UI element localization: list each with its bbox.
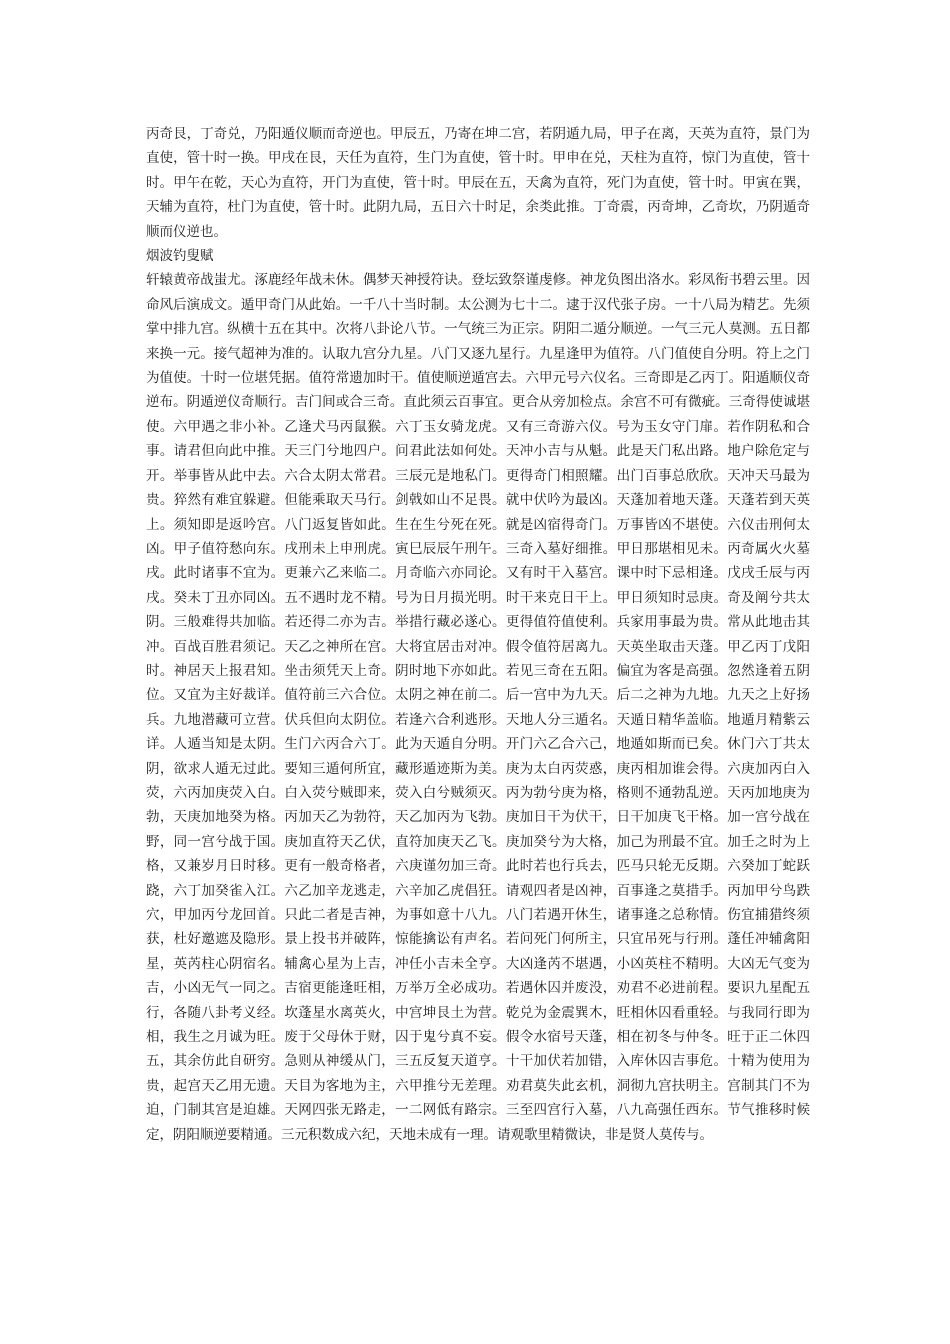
body-paragraph: 轩辕黄帝战蚩尤。涿鹿经年战未休。偶梦天神授符诀。登坛致祭谨虔修。神龙负图出洛水。彩凤衔书碧云里。因命风后演成文。遁甲奇门从此始。一千八十当时制。太公测为七十二。逮于汉代张子房。一十八局为精艺。先须掌中排九宫。纵横十五在其中。次将八卦论八节。一气统三为正宗。阴阳二遁分顺逆。一气三元人莫测。五日都来换一元。接气超神为准的。认取九宫分九星。八门又逐九星行。九星逢甲为值符。八门值使自分明。符上之门为值使。十时一位堪凭据。值符常遗加时干。值使顺逆遁宫去。六甲元号六仪名。三奇即是乙丙丁。阳遁顺仪奇逆布。阴遁逆仪奇顺行。吉门间或合三奇。直此须云百事宜。更合从旁加检点。余宫不可有微疵。三奇得使诚堪使。六甲遇之非小补。乙逢犬马丙鼠猴。六丁玉女骑龙虎。又有三奇游六仪。号为玉女守门扉。若作阴私和合事。请君但向此中推。天三门兮地四户。问君此法如何处。天冲小吉与从魁。此是天门私出路。地户除危定与开。举事皆从此中去。六合太阴太常君。三辰元是地私门。更得奇门相照耀。出门百事总欣欣。天冲天马最为贵。猝然有难宜躲避。但能乘取天马行。剑戟如山不足畏。就中伏吟为最凶。天蓬加着地天蓬。天蓬若到天英上。须知即是返吟宫。八门返复皆如此。生在生兮死在死。就是凶宿得奇门。万事皆凶不堪使。六仪击刑何太凶。甲子值符愁向东。戌刑未上申刑虎。寅巳辰辰午刑午。三奇入墓好细推。甲日那堪相见未。丙奇属火火墓戌。此时诸事不宜为。更兼六乙来临二。月奇临六亦同论。又有时干入墓宫。课中时下忌相逢。戊戌壬辰与丙戌。癸未丁丑亦同凶。五不遇时龙不精。号为日月损光明。时干来克日干上。甲日须知时忌庚。奇及阐兮共太阴。三般难得共加临。若还得二亦为吉。举措行藏必遂心。更得值符值使利。兵家用事最为贵。常从此地击其冲。百战百胜君须记。天乙之神所在宫。大将宜居击对冲。假令值符居离九。天英坐取击天蓬。甲乙丙丁戊阳时。神居天上报君知。坐击须凭天上奇。阴时地下亦如此。若见三奇在五阳。偏宜为客是高强。忽然逢着五阴位。又宜为主好裁详。值符前三六合位。太阴之神在前二。后一宫中为九天。后二之神为九地。九天之上好扬兵。九地潜藏可立营。伏兵但向太阴位。若逢六合利逃形。天地人分三遁名。天遁日精华盖临。地遁月精紫云详。人遁当知是太阴。生门六丙合六丁。此为天遁自分明。开门六乙合六己，地遁如斯而已矣。休门六丁共太阴，欲求人遁无过此。要知三遁何所宜，藏形遁迹斯为美。庚为太白丙荧惑，庚丙相加谁会得。六庚加丙白入荧，六丙加庚荧入白。白入荧兮贼即来，荧入白兮贼须灭。丙为勃兮庚为格，格则不通勃乱逆。天丙加地庚为勃，天庚加地癸为格。丙加天乙为勃符，天乙加丙为飞勃。庚加日干为伏干，日干加庚飞干格。加一宫兮战在野，同一宫兮战于国。庚加直符天乙伏，直符加庚天乙飞。庚加癸兮为大格，加己为刑最不宜。加壬之时为上格，又兼岁月日时移。更有一般奇格者，六庚谨勿加三奇。此时若也行兵去，匹马只轮无反期。六癸加丁蛇跃跷，六丁加癸雀入江。六乙加辛龙逃走，六辛加乙虎倡狂。请观四者是凶神，百事逢之莫措手。丙加甲兮鸟跌穴，甲加丙兮龙回首。只此二者是吉神，为事如意十八九。八门若遇开休生，诸事逢之总称情。伤宜捕猎终须获，杜好邀遮及隐形。景上投书并破阵，惊能擒讼有声名。若问死门何所主，只宜吊死与行刑。蓬任冲辅禽阳星，英芮柱心阴宿名。辅禽心星为上吉，冲任小吉未全亨。大凶逢芮不堪遇，小凶英柱不精明。大凶无气变为吉，小凶无气一同之。吉宿更能逢旺相，万举万全必成功。若遇休囚并废没，劝君不必进前程。要识九星配五行，各随八卦考义经。坎蓬星水离英火，中宫坤艮土为营。乾兑为金震巽木，旺相休囚看重轻。与我同行即为相，我生之月诚为旺。废于父母休于财，囚于鬼兮真不妄。假令水宿号天蓬，相在初冬与仲冬。旺于正二休四五，其余仿此自研穷。急则从神缓从门，三五反复天道亨。十干加伏若加错，入库休囚吉事危。十精为使用为贵，起宫天乙用无遗。天目为客地为主，六甲推兮无差理。劝君莫失此玄机，洞彻九宫扶明主。宫制其门不为迫，门制其宫是迫雄。天网四张无路走，一二网低有路宗。三至四宫行入墓，八九高强任西东。节气推移时候定，阴阳顺逆要精通。三元积数成六纪，天地未成有一理。请观歌里精微诀，非是贤人莫传与。 <box>146 272 810 1143</box>
section-title: 烟波钓叟赋 <box>146 248 214 265</box>
intro-paragraph: 丙奇艮，丁奇兑，乃阳遁仪顺而奇逆也。甲辰五，乃寄在坤二宫，若阴遁九局，甲子在离，天英为直符，景门为直使，管十时一换。甲戌在艮，天任为直符，生门为直使，管十时。甲申在兑，天柱为直符，惊门为直使，管十时。甲午在乾，天心为直符，开门为直使，管十时。甲辰在五，天禽为直符，死门为直使，管十时。甲寅在巽，天辅为直符，杜门为直使，管十时。此阴九局，五日六十时足，余类此推。丁奇震，丙奇坤，乙奇坎，乃阴遁奇顺而仪逆也。 <box>146 126 810 240</box>
document-page <box>146 122 810 1147</box>
